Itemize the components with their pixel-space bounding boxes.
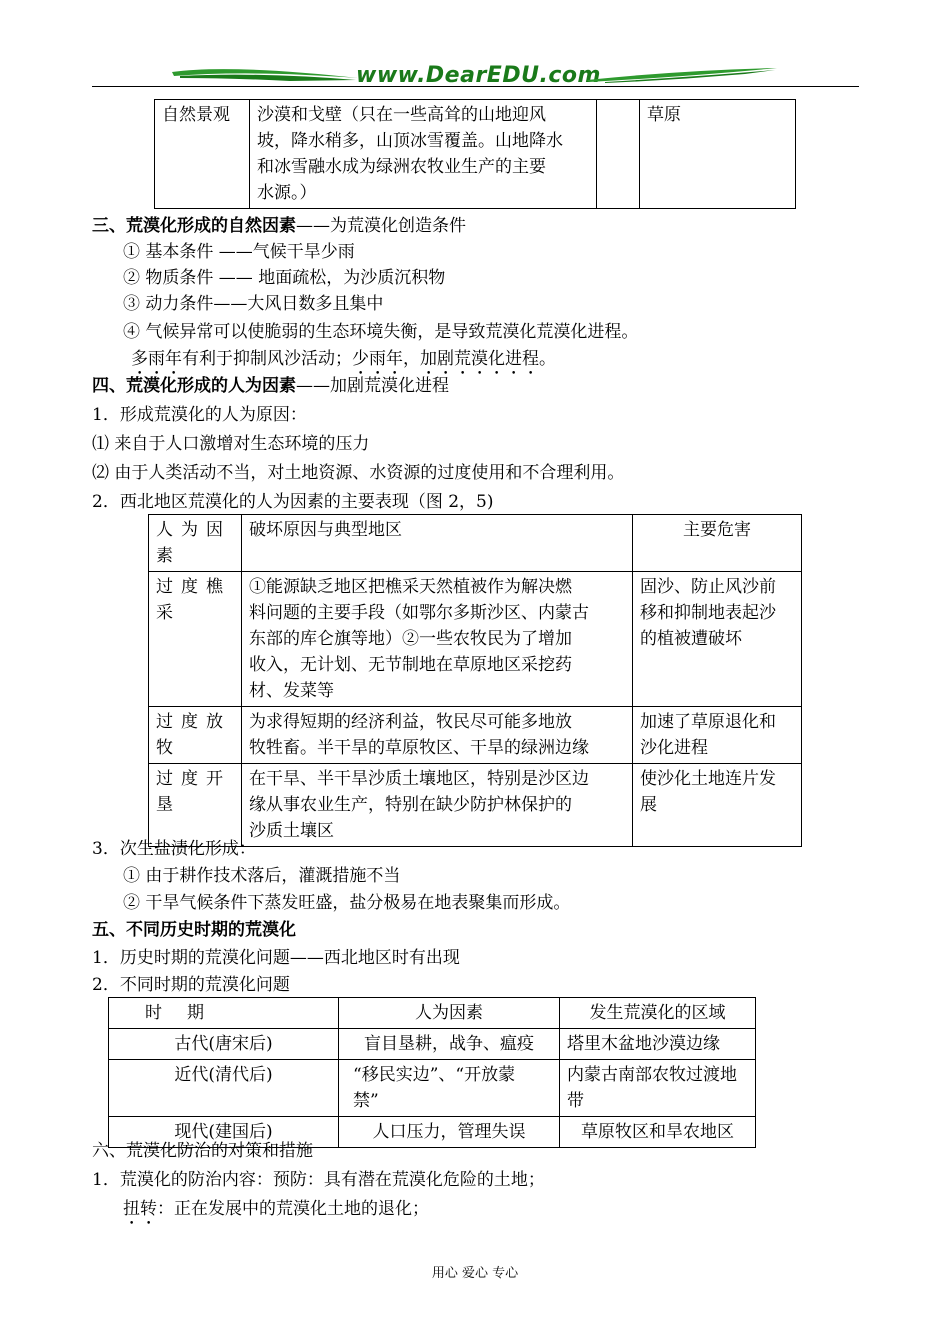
table3-factor: “移民实边”、“开放蒙 禁”	[339, 1060, 560, 1117]
page-footer: 用心 爱心 专心	[431, 1266, 519, 1281]
table3-period: 现代(建国后)	[109, 1117, 339, 1148]
site-logo: www.DearEDU.com	[356, 63, 601, 88]
table2-cause: 为求得短期的经济利益，牧民尽可能多地放 牧牲畜。半干旱的草原牧区、干旱的绿洲边缘	[242, 707, 633, 764]
section4-p3: 3．次生盐渍化形成：	[92, 839, 256, 859]
table2-harm: 固沙、防止风沙前 移和抑制地表起沙 的植被遭破坏	[633, 572, 802, 707]
right-swoosh-decoration	[585, 64, 780, 84]
human-factors-table	[148, 514, 802, 847]
section4-p1a: ⑴ 来自于人口激增对生态环境的压力	[92, 434, 370, 454]
section5-p1: 1．历史时期的荒漠化问题——西北地区时有出现	[92, 948, 460, 968]
section3-title: 三、荒漠化形成的自然因素——为荒漠化创造条件	[92, 216, 466, 236]
section4-p3b: ② 干旱气候条件下蒸发旺盛，盐分极易在地表聚集而形成。	[123, 893, 571, 913]
section3-item: ② 物质条件 —— 地面疏松，为沙质沉积物	[123, 268, 446, 288]
section3-item: ① 基本条件 ——气候干旱少雨	[123, 242, 355, 262]
section4-title: 四、荒漠化形成的人为因素——加剧荒漠化进程	[92, 376, 449, 396]
table2-cause: 在干旱、半干旱沙质土壤地区，特别是沙区边 缘从事农业生产，特别在缺少防护林保护的 沙质土壤区	[242, 764, 633, 847]
table2-header: 人为因 素	[149, 515, 242, 572]
table2-harm: 加速了草原退化和 沙化进程	[633, 707, 802, 764]
table3-factor: 人口压力，管理失误	[339, 1117, 560, 1148]
section4-p3a: ① 由于耕作技术落后，灌溉措施不当	[123, 866, 401, 886]
table3-header: 发生荒漠化的区域	[560, 998, 756, 1029]
history-table	[108, 997, 756, 1148]
table2-header: 主要危害	[633, 515, 802, 572]
table2-factor: 过度放 牧	[149, 707, 242, 764]
landscape-label: 自然景观	[155, 100, 250, 209]
header-rule	[92, 86, 859, 87]
table2-cause: ①能源缺乏地区把樵采天然植被作为解决燃 料问题的主要手段（如鄂尔多斯沙区、内蒙古 东部的库仑旗等地）②一些农牧民为了增加 收入，无计划、无节制地在草原地区采挖药 材、发菜等	[242, 572, 633, 707]
left-swoosh-decoration	[170, 62, 360, 84]
table2-factor: 过度开 垦	[149, 764, 242, 847]
landscape-right: 草原	[640, 100, 796, 209]
table2-factor: 过度樵 采	[149, 572, 242, 707]
table3-header: 人为因素	[339, 998, 560, 1029]
table2-harm: 使沙化土地连片发 展	[633, 764, 802, 847]
landscape-table	[154, 99, 796, 209]
table3-region: 草原牧区和旱农地区	[560, 1117, 756, 1148]
table3-factor: 盲目垦耕，战争、瘟疫	[339, 1029, 560, 1060]
section3-note: 多雨年有利于抑制风沙活动；少雨年，加剧荒漠化进程。	[131, 349, 556, 369]
section6-title: 六、荒漠化防治的对策和措施	[92, 1141, 313, 1161]
table3-region: 内蒙古南部农牧过渡地 带	[560, 1060, 756, 1117]
section4-p1: 1．形成荒漠化的人为原因：	[92, 405, 307, 425]
table2-header: 破坏原因与典型地区	[242, 515, 633, 572]
section5-p2: 2．不同时期的荒漠化问题	[92, 975, 290, 995]
landscape-desc: 沙漠和戈壁（只在一些高耸的山地迎风 坡，降水稍多，山顶冰雪覆盖。山地降水 和冰雪融水成为绿洲农牧业生产的主要 水源。）	[250, 100, 597, 209]
section6-p1: 1．荒漠化的防治内容：预防：具有潜在荒漠化危险的土地；	[92, 1170, 545, 1190]
section4-p2: 2．西北地区荒漠化的人为因素的主要表现（图 2，5)	[92, 492, 494, 512]
landscape-empty-cell	[597, 100, 640, 209]
section4-p1b: ⑵ 由于人类活动不当，对土地资源、水资源的过度使用和不合理利用。	[92, 463, 625, 483]
table3-region: 塔里木盆地沙漠边缘	[560, 1029, 756, 1060]
section5-title: 五、不同历史时期的荒漠化	[92, 920, 296, 940]
table3-period: 近代(清代后)	[109, 1060, 339, 1117]
table3-period: 古代(唐宋后)	[109, 1029, 339, 1060]
section3-item: ③ 动力条件——大风日数多且集中	[123, 294, 384, 314]
section6-p2: 扭转：正在发展中的荒漠化土地的退化；	[123, 1199, 429, 1219]
table3-header: 时 期	[109, 998, 339, 1029]
section3-item: ④ 气候异常可以使脆弱的生态环境失衡，是导致荒漠化荒漠化进程。	[123, 322, 639, 342]
